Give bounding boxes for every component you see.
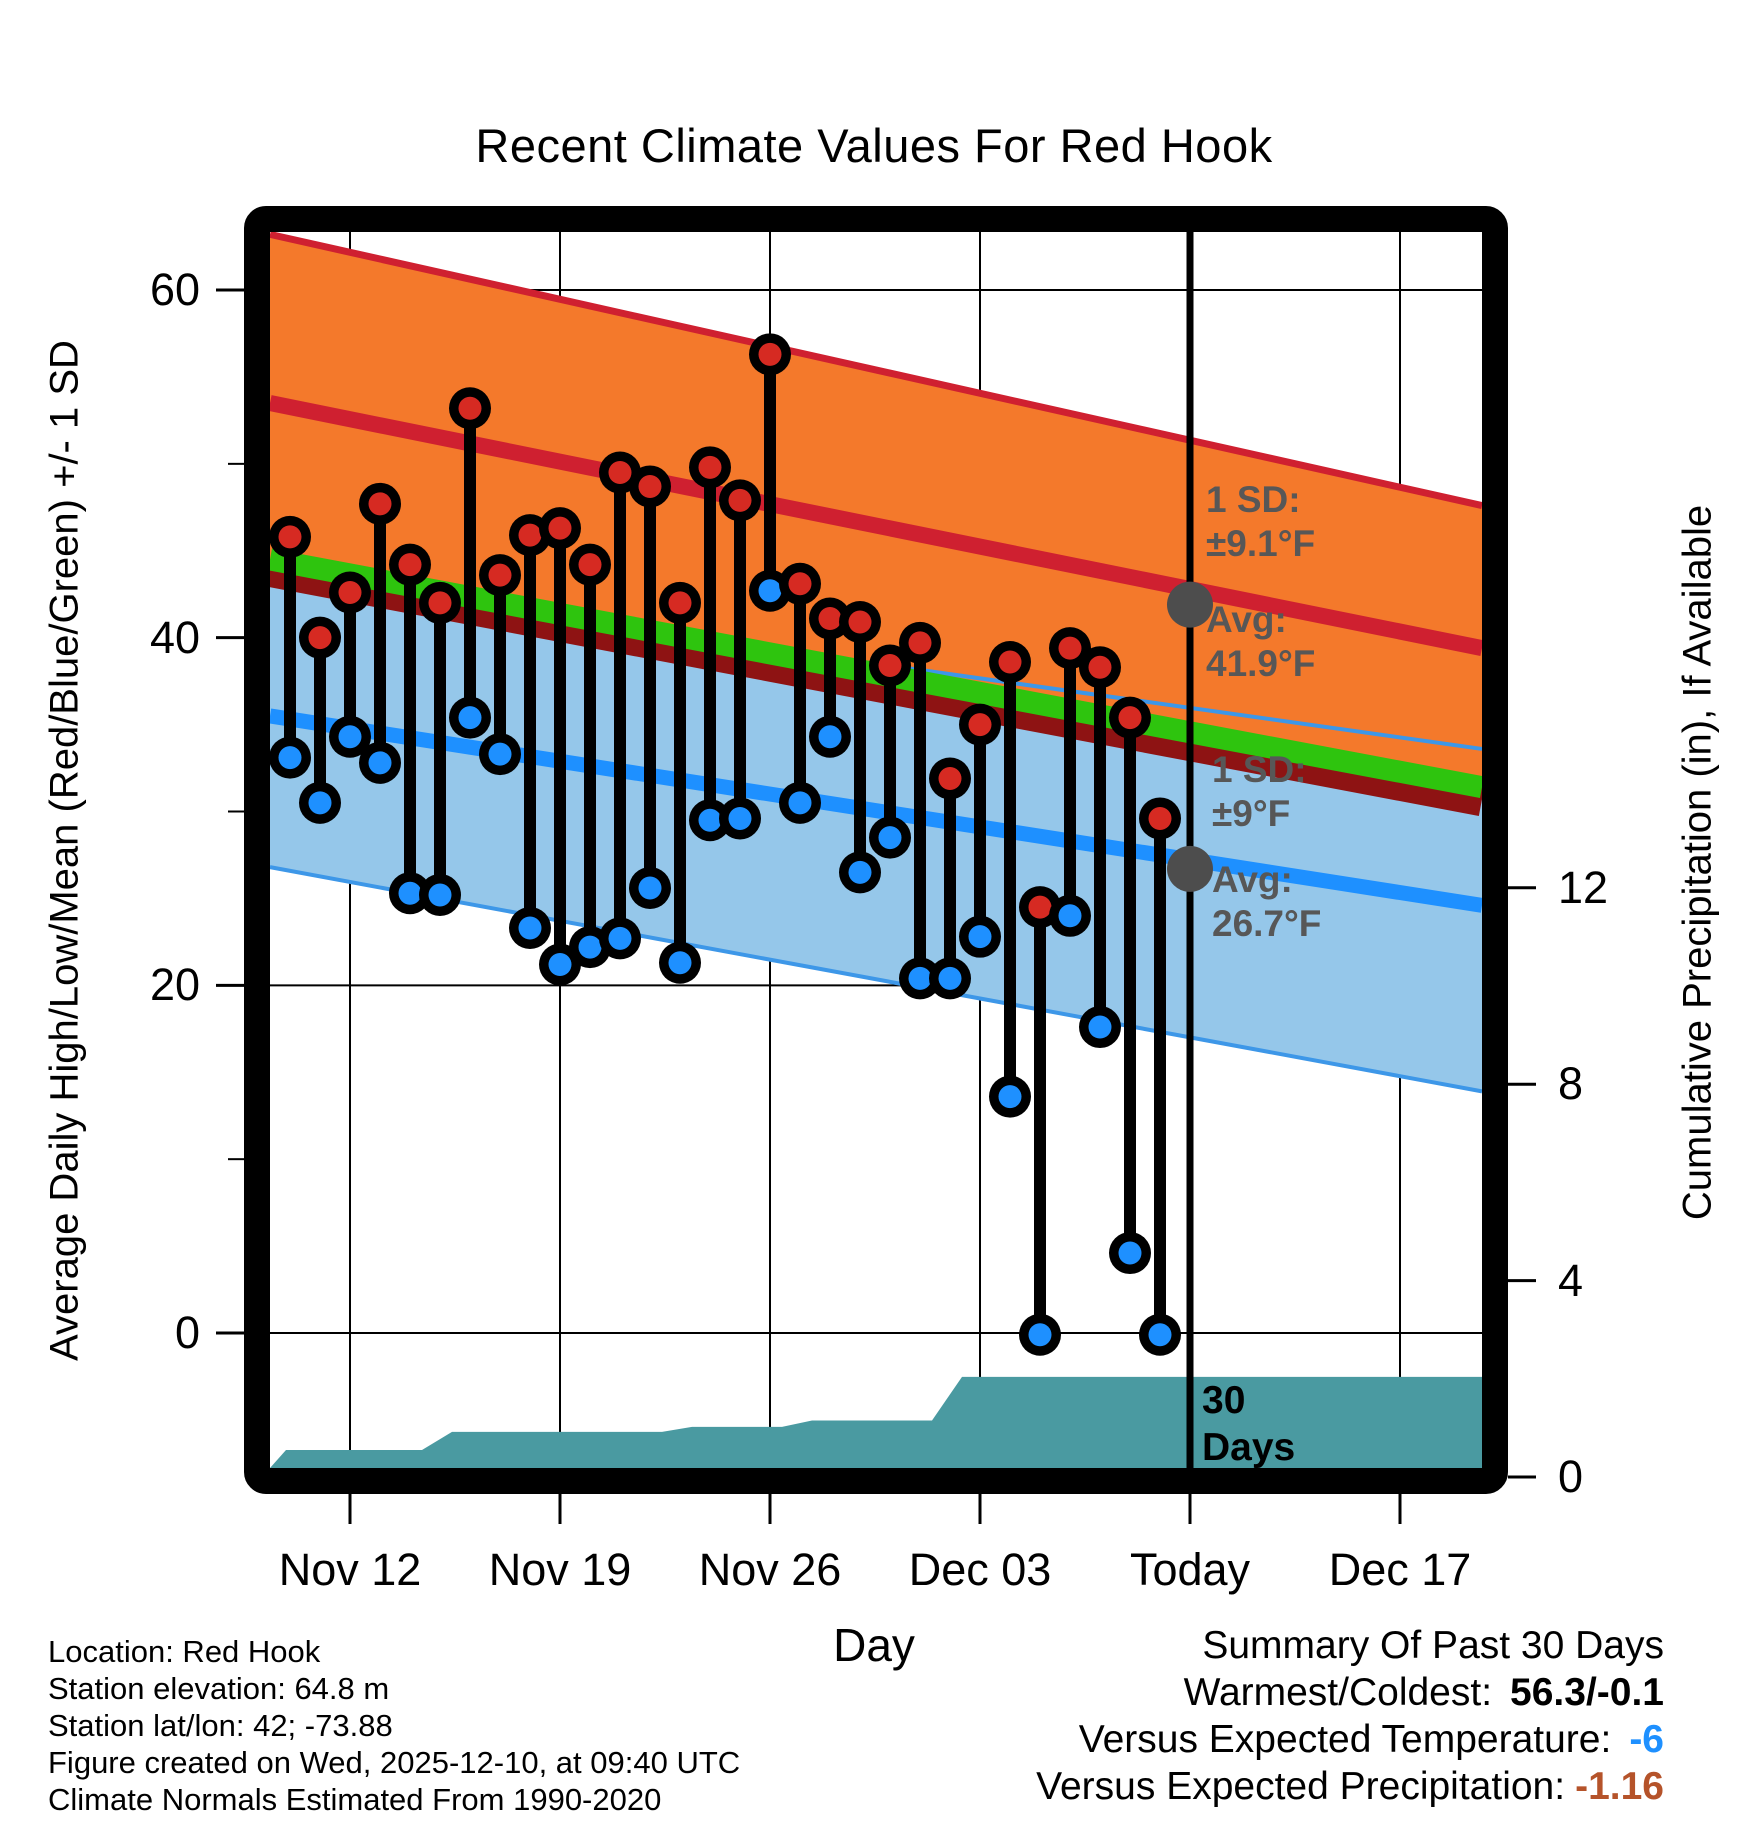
daily-high-dot: [729, 489, 752, 512]
footer-elevation: Station elevation: 64.8 m: [48, 1671, 390, 1706]
today-low-avg-dot: [1167, 846, 1213, 892]
low-sd-annotation: [1212, 748, 1307, 837]
summary-vs-precip-value: -1.16: [1575, 1765, 1664, 1808]
daily-high-dot: [549, 517, 572, 540]
x-axis-title: Day: [833, 1619, 915, 1671]
right-axis-title: Cumulative Precipitation (in), If Available: [1675, 504, 1720, 1221]
cumulative-precip-area: [270, 1377, 1482, 1468]
daily-low-dot: [1149, 1323, 1172, 1346]
daily-high-dot: [999, 651, 1022, 674]
summary-warmest-coldest-value: 56.3/-0.1: [1510, 1671, 1664, 1714]
daily-high-dot: [639, 475, 662, 498]
footer-normals: Climate Normals Estimated From 1990-2020: [48, 1782, 662, 1817]
daily-low-dot: [459, 706, 482, 729]
summary-title: Summary Of Past 30 Days: [1202, 1624, 1664, 1667]
daily-low-dot: [549, 953, 572, 976]
period-line1: 30: [1202, 1379, 1246, 1422]
high-sd-line2: ±9.1°F: [1206, 523, 1316, 565]
daily-low-dot: [879, 826, 902, 849]
footer-location: Location: Red Hook: [48, 1634, 321, 1669]
daily-high-dot: [879, 654, 902, 677]
daily-low-dot: [489, 743, 512, 766]
daily-low-dot: [969, 925, 992, 948]
daily-high-dot: [579, 553, 602, 576]
daily-high-dot: [429, 591, 452, 614]
low-avg-line2: 26.7°F: [1212, 903, 1322, 945]
daily-high-dot: [1149, 807, 1172, 830]
summary-vs-precip-label: Versus Expected Precipitation:: [1036, 1765, 1566, 1808]
daily-low-dot: [939, 967, 962, 990]
daily-high-dot: [279, 525, 302, 548]
daily-low-dot: [1119, 1242, 1142, 1265]
daily-low-dot: [699, 809, 722, 832]
daily-low-dot: [1029, 1323, 1052, 1346]
daily-high-dot: [1029, 896, 1052, 919]
daily-high-dot: [399, 553, 422, 576]
daily-high-dot: [669, 591, 692, 614]
footer-latlon: Station lat/lon: 42; -73.88: [48, 1708, 393, 1743]
x-axis-tick-label: Nov 19: [488, 1544, 632, 1595]
left-axis-title: Average Daily High/Low/Mean (Red/Blue/Green) +/- 1 SD: [42, 340, 87, 1361]
right-axis-tick-label: 4: [1558, 1254, 1584, 1306]
daily-low-dot: [339, 725, 362, 748]
daily-low-dot: [789, 791, 812, 814]
daily-high-dot: [369, 492, 392, 515]
daily-low-dot: [519, 916, 542, 939]
high-sd-line1: 1 SD:: [1206, 479, 1301, 520]
summary-warmest-coldest: [1184, 1671, 1664, 1715]
high-sd-annotation: [1206, 478, 1315, 567]
daily-low-dot: [639, 876, 662, 899]
chart-title: Recent Climate Values For Red Hook: [475, 119, 1273, 172]
left-axis-tick-label: 20: [149, 959, 200, 1011]
left-axis-tick-label: 60: [149, 264, 200, 316]
daily-high-dot: [849, 611, 872, 634]
daily-low-dot: [819, 725, 842, 748]
x-axis-tick-label: Nov 26: [698, 1544, 842, 1595]
daily-low-dot: [729, 807, 752, 830]
summary-vs-temp-label: Versus Expected Temperature:: [1078, 1718, 1612, 1761]
daily-high-dot: [309, 626, 332, 649]
high-avg-line1: Avg:: [1206, 599, 1287, 640]
right-axis-tick-label: 0: [1558, 1451, 1584, 1502]
daily-high-dot: [1089, 656, 1112, 679]
x-axis-tick-label: Dec 03: [908, 1544, 1052, 1595]
low-avg-line1: Avg:: [1212, 859, 1293, 900]
period-annotation: [1202, 1378, 1295, 1472]
daily-low-dot: [1059, 904, 1082, 927]
low-sd-line2: ±9°F: [1212, 793, 1291, 835]
daily-high-dot: [969, 713, 992, 736]
daily-high-dot: [699, 456, 722, 479]
daily-high-dot: [489, 564, 512, 587]
footer-created: Figure created on Wed, 2025-12-10, at 09:40 UTC: [48, 1745, 741, 1780]
left-axis-tick-label: 40: [149, 611, 200, 663]
daily-low-dot: [399, 882, 422, 905]
daily-low-dot: [669, 951, 692, 974]
daily-high-dot: [909, 631, 932, 654]
x-axis-tick-label: Nov 12: [278, 1544, 422, 1595]
daily-high-dot: [609, 461, 632, 484]
daily-high-dot: [939, 767, 962, 790]
summary-vs-temp: [1079, 1718, 1664, 1762]
high-avg-annotation: [1206, 598, 1315, 687]
right-axis-tick-label: 8: [1558, 1058, 1584, 1110]
daily-high-dot: [1119, 706, 1142, 729]
daily-high-dot: [519, 524, 542, 547]
x-axis-tick-label: Today: [1129, 1544, 1251, 1595]
daily-low-dot: [1089, 1016, 1112, 1039]
low-sd-line1: 1 SD:: [1212, 749, 1307, 790]
daily-high-dot: [819, 607, 842, 630]
daily-low-dot: [429, 883, 452, 906]
daily-high-dot: [759, 343, 782, 366]
period-line2: Days: [1202, 1425, 1296, 1469]
daily-low-dot: [999, 1085, 1022, 1108]
daily-low-dot: [759, 579, 782, 602]
daily-high-dot: [459, 397, 482, 420]
right-axis-tick-label: 12: [1558, 861, 1609, 913]
daily-low-dot: [579, 936, 602, 959]
low-avg-annotation: [1212, 858, 1321, 947]
x-axis-tick-label: Dec 17: [1328, 1544, 1472, 1595]
daily-high-dot: [1059, 637, 1082, 660]
daily-low-dot: [849, 861, 872, 884]
high-avg-line2: 41.9°F: [1206, 643, 1316, 685]
daily-low-dot: [279, 746, 302, 769]
summary-warmest-coldest-label: Warmest/Coldest:: [1183, 1671, 1493, 1714]
summary-vs-precip: [1036, 1765, 1664, 1809]
daily-low-dot: [309, 791, 332, 814]
left-axis-tick-label: 0: [174, 1307, 200, 1358]
daily-low-dot: [369, 751, 392, 774]
summary-vs-temp-value: -6: [1629, 1718, 1664, 1761]
daily-high-dot: [339, 581, 362, 604]
daily-low-dot: [909, 967, 932, 990]
daily-low-dot: [609, 927, 632, 950]
daily-high-dot: [789, 572, 812, 595]
